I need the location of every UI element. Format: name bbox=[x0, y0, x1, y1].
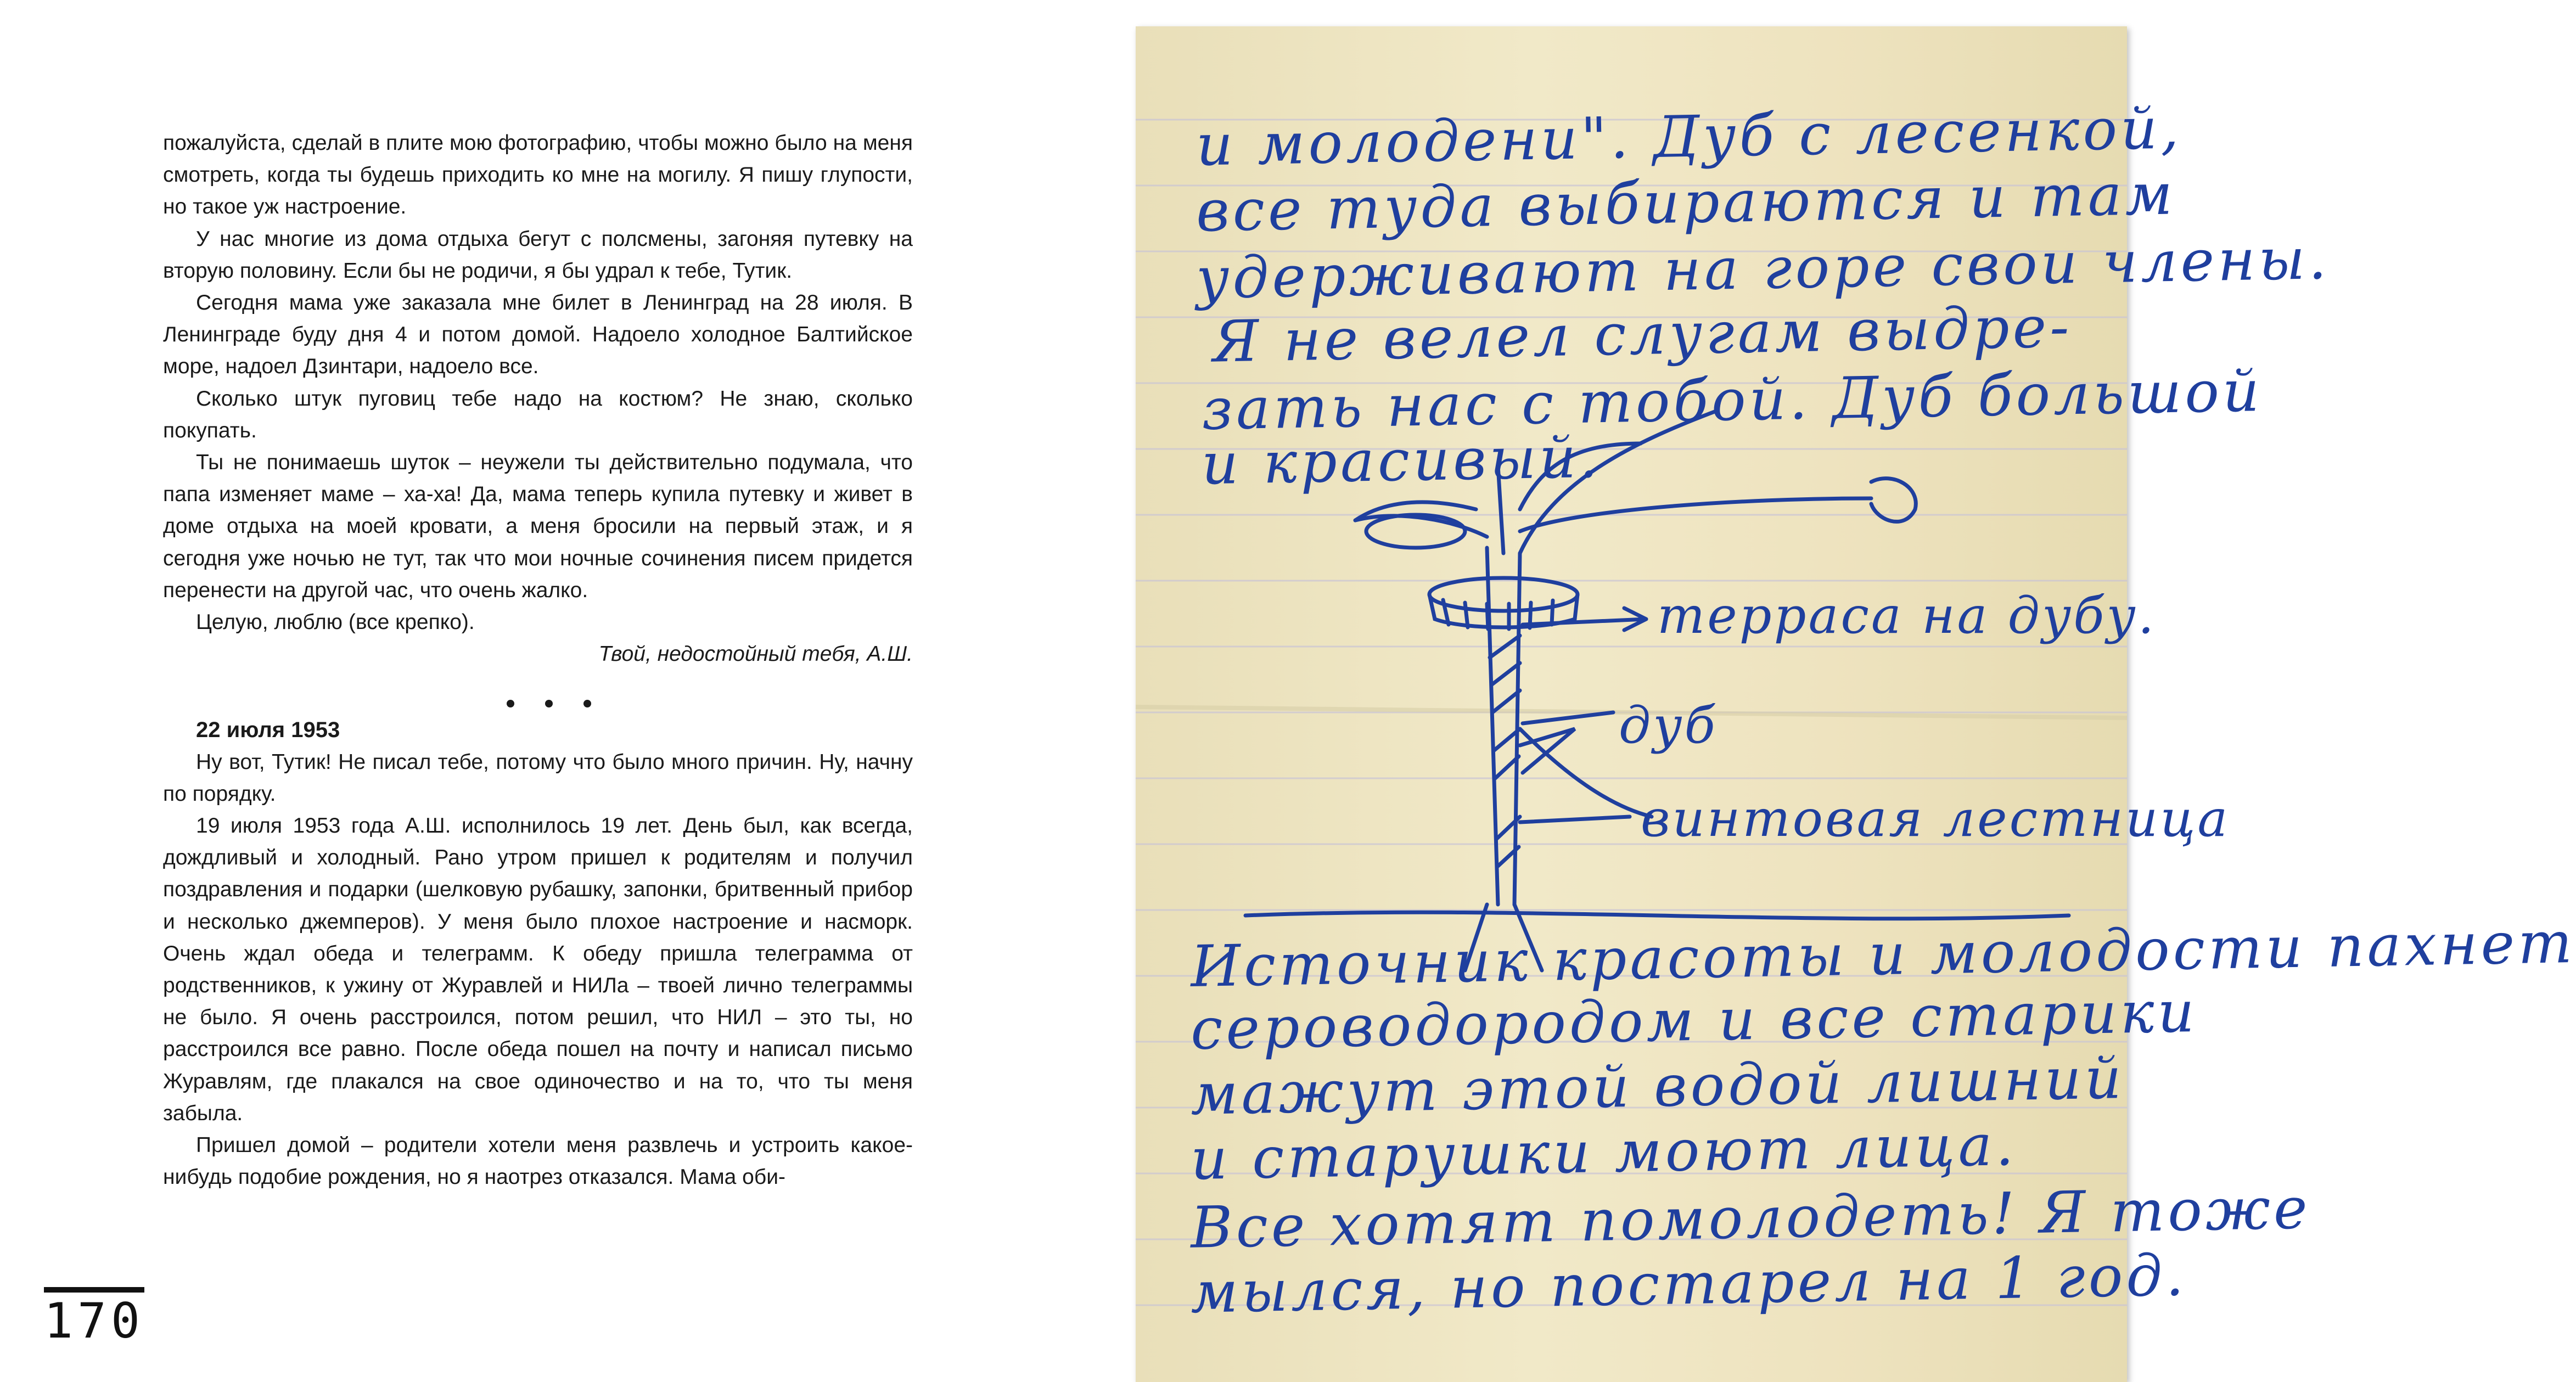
handwritten-letter-photo bbox=[1136, 26, 2576, 1382]
handwritten-line: Я не велел слугам выдре- bbox=[1212, 293, 2073, 375]
handwritten-line: все туда выбираются и там bbox=[1196, 160, 2176, 245]
paragraph: Пришел домой – родители хотели меня развлечь и устроить какое-нибудь подобие рождения, но я наотрез отказался. Мама оби- bbox=[163, 1133, 913, 1189]
paragraph: У нас многие из дома отдыха бегут с полсмены, загоняя путевку на вторую половину. Если бы не родичи, я бы удрал к тебе, Тутик. bbox=[163, 227, 913, 283]
page-number: 170 bbox=[44, 1287, 144, 1347]
handwritten-line: сероводородом и все старики bbox=[1190, 978, 2198, 1063]
handwritten-line: мажут этой водой лишний bbox=[1190, 1044, 2125, 1128]
handwritten-line: и старушки моют лица. bbox=[1190, 1111, 2018, 1193]
right-page bbox=[1070, 0, 2576, 1382]
left-page bbox=[0, 0, 1070, 1382]
label-terrace: терраса на дубу. bbox=[1657, 586, 2157, 645]
handwritten-line: мылся, но постарел на 1 год. bbox=[1190, 1241, 2188, 1326]
handwritten-line: и красивый. bbox=[1200, 423, 1602, 498]
paragraph: Сегодня мама уже заказала мне билет в Ленинград на 28 июля. В Ленинграде буду дня 4 и потом домой. Надоело холодное Балтийское море, надоел Дзинтари, надоело все. bbox=[163, 291, 913, 379]
paragraph: Ну вот, Тутик! Не писал тебе, потому что было много причин. Ну, начну по порядку. bbox=[163, 750, 913, 806]
paragraph: 19 июля 1953 года А.Ш. исполнилось 19 лет. День был, как всегда, дождливый и холодный. Рано утром пришел к родителям и получил поздравления и подарки (шелковую рубашку, запонки, бритвенный прибор и несколько джемперов). У меня было плохое настроение и насморк. Очень ждал обеда и телеграмм. К обеду пришла телеграмма от родственников, к ужину от Журавлей и НИЛа – твоей лично телеграммы не было. Я очень расстроился, потом решил, что НИЛ – это ты, но расстроился все равно. После обеда пошел на почту и написал письмо Журавлям, где плакался на свое одиночество и на то, что ты меня забыла. bbox=[163, 814, 913, 1125]
paragraph: Ты не понимаешь шуток – неужели ты действительно подумала, что папа изменяет маме – ха-ха! Да, мама теперь купила путевку и живет в доме отдыха на моей кровати, а меня бросили на первый этаж, и я сегодня уже ночью не тут, так что мои ночные сочинения писем придется перенести на другой час, что очень жалко. bbox=[163, 451, 913, 602]
handwritten-line: зать нас с тобой. Дуб большой bbox=[1201, 357, 2263, 443]
date-heading: 22 июля 1953 bbox=[196, 718, 340, 743]
label-spiral-stairs: винтовая лестница bbox=[1641, 789, 2230, 848]
handwritten-line: Источник красоты и молодости пахнет bbox=[1190, 908, 2576, 1001]
paragraph: Целую, люблю (все крепко). bbox=[196, 610, 475, 634]
handwritten-line: Все хотят помолодеть! Я тоже bbox=[1190, 1175, 2311, 1261]
handwritten-line: удерживают на горе свои члены. bbox=[1196, 224, 2331, 312]
paragraph: Сколько штук пуговиц тебе надо на костюм? Не знаю, сколько покупать. bbox=[163, 386, 913, 442]
text-column bbox=[163, 127, 913, 1194]
section-divider-dots bbox=[185, 691, 913, 713]
handwritten-line: и молодени". Дуб с лесенкой, bbox=[1196, 94, 2183, 179]
signature: Твой, недостойный тебя, А.Ш. bbox=[598, 642, 913, 666]
label-oak: дуб bbox=[1619, 696, 1718, 755]
paragraph: пожалуйста, сделай в плите мою фотографию, чтобы можно было на меня смотреть, когда ты будешь приходить ко мне на могилу. Я пишу глупости, но такое уж настроение. bbox=[163, 131, 913, 219]
